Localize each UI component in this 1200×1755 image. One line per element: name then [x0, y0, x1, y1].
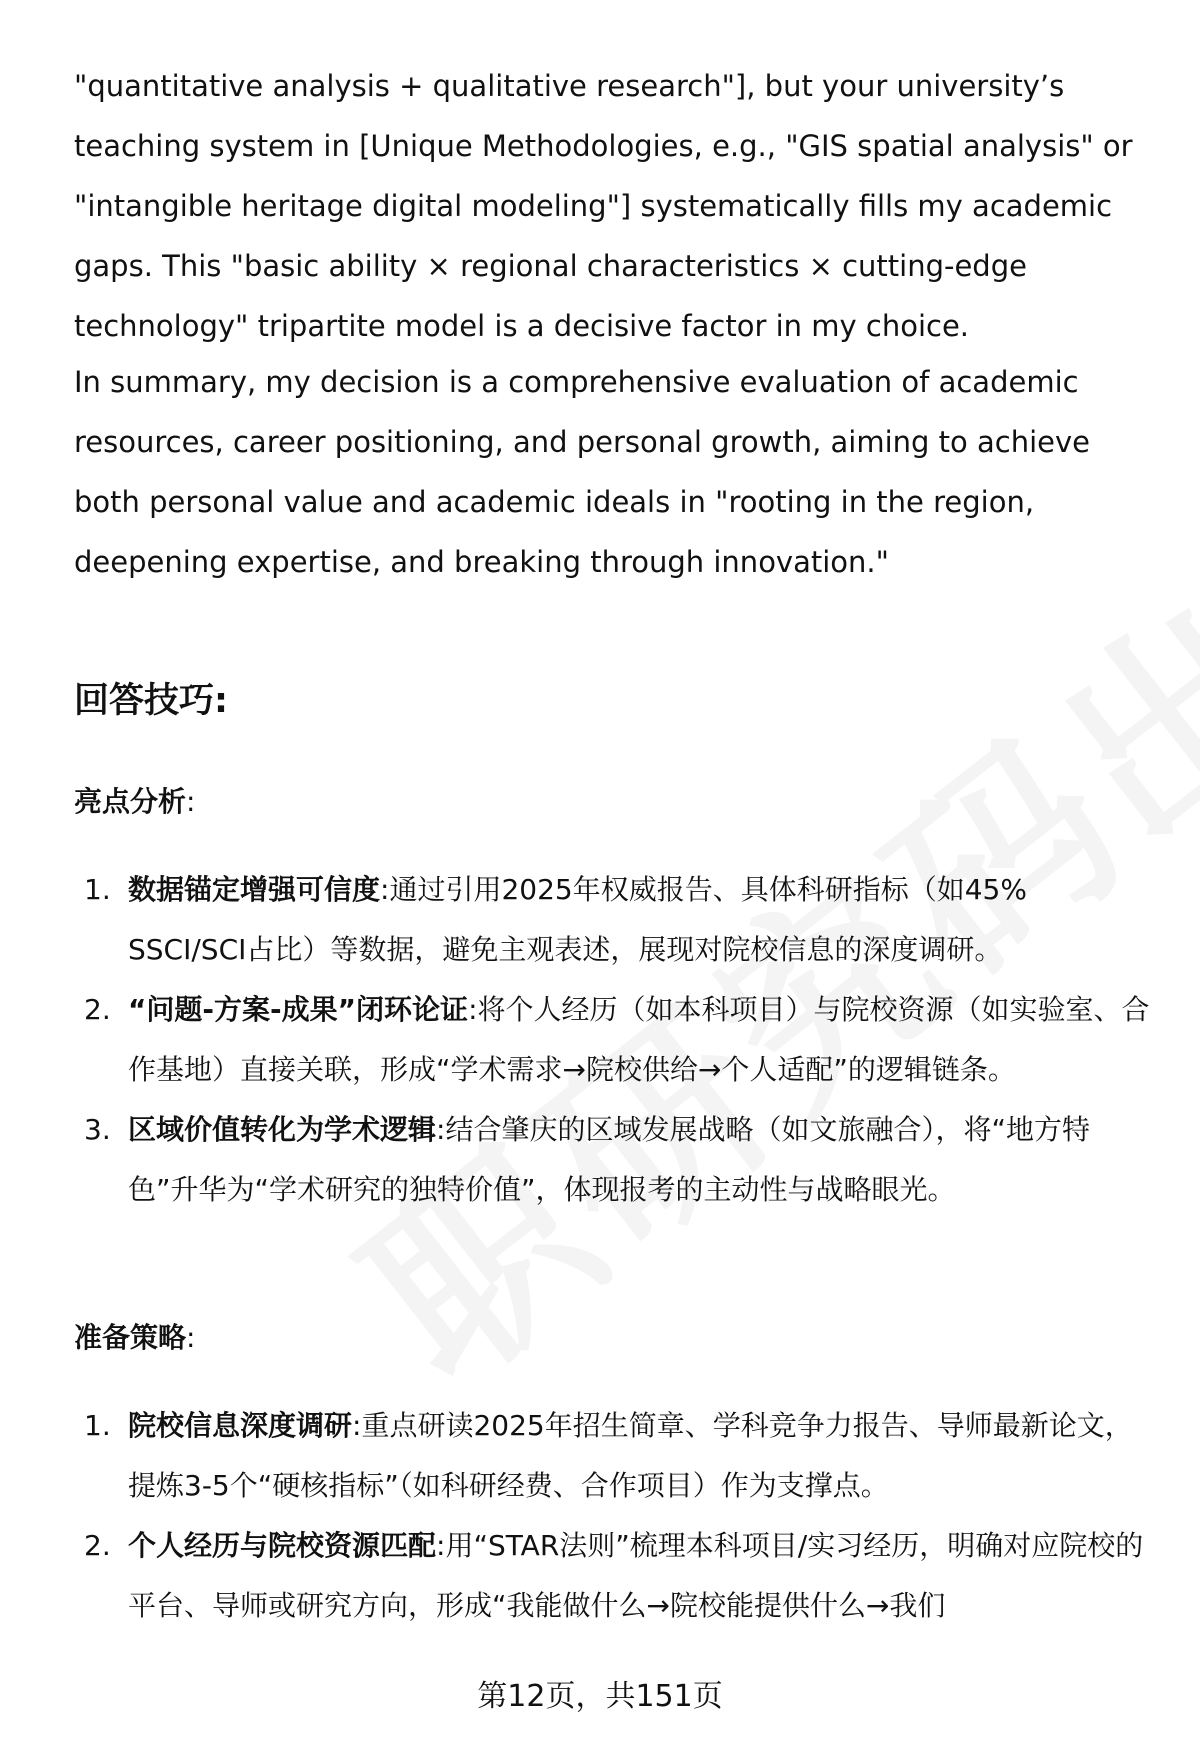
- list-item-separator: :: [380, 873, 390, 906]
- highlights-heading-text: 亮点分析: [74, 785, 187, 818]
- list-item-number: 1.: [84, 1409, 111, 1442]
- list-item-text: 重点研读2025年招生简章、学科竞争力报告、导师最新论文，提炼3-5个“硬核指标”（如科研经费、合作项目）作为支撑点。: [128, 1409, 1133, 1502]
- list-item-title: 院校信息深度调研: [128, 1409, 353, 1442]
- strategy-heading: [74, 1316, 195, 1360]
- list-item: [74, 980, 1154, 1100]
- strategy-heading-colon: :: [186, 1321, 196, 1354]
- summary-paragraph: In summary, my decision is a comprehensive evaluation of academic resources, career positioning, and personal growth, aiming to achieve both personal value and academic ideals in "rooting in the region, deepening expertise, and breaking through innovation.": [74, 365, 1090, 579]
- list-item-title: 区域价值转化为学术逻辑: [128, 1113, 437, 1146]
- list-item-separator: :: [468, 993, 478, 1026]
- list-item-title: 数据锚定增强可信度: [128, 873, 381, 906]
- list-item: [74, 1396, 1154, 1516]
- highlights-heading: [74, 780, 195, 824]
- list-item: [74, 1100, 1154, 1220]
- strategy-heading-text: 准备策略: [74, 1321, 187, 1354]
- list-item-number: 3.: [84, 1113, 111, 1146]
- highlights-list: [74, 860, 1154, 1220]
- list-item-text: 通过引用2025年权威报告、具体科研指标（如45% SSCI/SCI占比）等数据，避免主观表述，展现对院校信息的深度调研。: [128, 873, 1027, 966]
- intro-paragraph: "quantitative analysis + qualitative research"], but your university’s teaching system in [Unique Methodologies, e.g., "GIS spatial analysis" or "intangible heritage digital modeling"] systematically fills my academic gaps. This "basic ability × regional characteristics × cutting-edge technology" tripartite model is a decisive factor in my choice.: [74, 69, 1133, 343]
- list-item: [74, 1516, 1154, 1636]
- list-item-title: “问题-方案-成果”闭环论证: [128, 993, 469, 1026]
- list-item-separator: :: [352, 1409, 362, 1442]
- list-item-number: 1.: [84, 873, 111, 906]
- page-number-footer: 第12页，共151页: [477, 1679, 723, 1714]
- highlights-heading-colon: :: [186, 785, 196, 818]
- list-item-separator: :: [436, 1529, 446, 1562]
- list-item-text: 结合肇庆的区域发展战略（如文旅融合），将“地方特色”升华为“学术研究的独特价值”，体现报考的主动性与战略眼光。: [128, 1113, 1090, 1206]
- answer-tips-heading: 回答技巧:: [74, 681, 228, 721]
- list-item-number: 2.: [84, 993, 111, 1026]
- list-item-text: 将个人经历（如本科项目）与院校资源（如实验室、合作基地）直接关联，形成“学术需求→院校供给→个人适配”的逻辑链条。: [128, 993, 1150, 1086]
- strategy-list: [74, 1396, 1154, 1636]
- list-item-number: 2.: [84, 1529, 111, 1562]
- list-item: [74, 860, 1154, 980]
- list-item-text: 用“STAR法则”梳理本科项目/实习经历，明确对应院校的平台、导师或研究方向，形成“我能做什么→院校能提供什么→我们: [128, 1529, 1144, 1622]
- list-item-separator: :: [436, 1113, 446, 1146]
- list-item-title: 个人经历与院校资源匹配: [128, 1529, 437, 1562]
